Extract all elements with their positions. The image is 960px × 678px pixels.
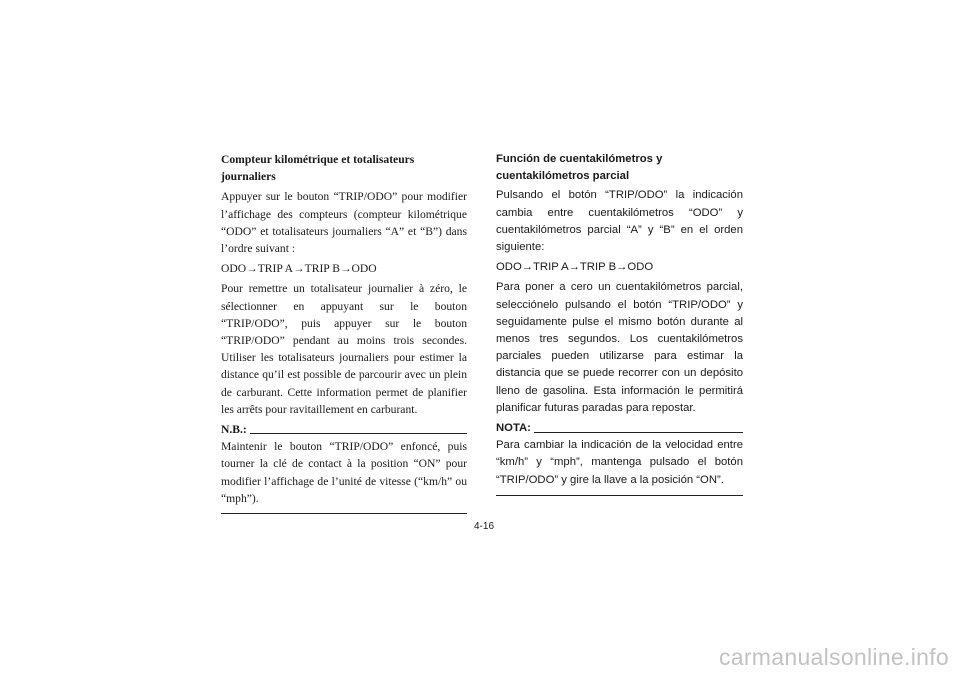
french-column bbox=[221, 151, 467, 514]
note-text: Maintenir le bouton “TRIP/ODO” enfoncé, puis tourner la clé de contact à la position “ON” pour modifier l’affichage de l’unité de vitesse (“km/h” ou “mph”). bbox=[221, 440, 467, 505]
section-heading: Compteur kilométrique et totalisateurs journaliers bbox=[221, 153, 415, 184]
page-number: 4-16 bbox=[474, 521, 495, 532]
note-header bbox=[496, 420, 743, 437]
reset-paragraph: Para poner a cero un cuentakilómetros parcial, selecciónelo pulsando el botón “TRIP/ODO” y seguidamente pulse el mismo botón durante al menos tres segundos. Los cuentakilómetros parciales pueden utilizarse para estimar la distancia que se puede recorrer con un depósito lleno de gasolina. Esta información le permitirá planificar futuras paradas para repostar. bbox=[496, 281, 743, 414]
note-rule bbox=[534, 432, 743, 433]
note-rule bbox=[250, 433, 467, 434]
instruction-paragraph: Appuyer sur le bouton “TRIP/ODO” pour modifier l’affichage des compteurs (compteur kilométrique “ODO” et totalisateurs journaliers “A” et “B”) dans l’ordre suivant : bbox=[221, 190, 467, 256]
section-heading: Función de cuentakilómetros y cuentakilómetros parcial bbox=[496, 153, 663, 183]
instruction-paragraph: Pulsando el botón “TRIP/ODO” la indicación cambia entre cuentakilómetros “ODO” y cuentakilómetros parcial “A” y “B” en el orden siguiente: bbox=[496, 189, 743, 254]
watermark: carmanualsonline.info bbox=[718, 644, 949, 670]
display-sequence: ODO→TRIP A→TRIP B→ODO bbox=[496, 261, 654, 274]
reset-paragraph: Pour remettre un totalisateur journalier à zéro, le sélectionner en appuyant sur le bouton “TRIP/ODO”, puis appuyer sur le bouton “TRIP/ODO” pendant au moins trois secondes. Utiliser les totalisateurs journaliers pour estimer la distance qu’il est possible de parcourir avec un plein de carburant. Cette information permet de planifier les arrêts pour ravitaillement en carburant. bbox=[221, 282, 467, 416]
note-end-rule bbox=[221, 513, 467, 514]
note-label: N.B.: bbox=[221, 423, 247, 437]
spanish-column bbox=[496, 151, 743, 496]
display-sequence: ODO→TRIP A→TRIP B→ODO bbox=[221, 262, 377, 276]
note-end-rule bbox=[496, 495, 743, 496]
note-label: NOTA: bbox=[496, 422, 531, 435]
note-header bbox=[221, 421, 467, 438]
note-text: Para cambiar la indicación de la velocidad entre “km/h” y “mph”, mantenga pulsado el botón “TRIP/ODO” y gire la llave a la posición “ON”. bbox=[496, 439, 743, 486]
